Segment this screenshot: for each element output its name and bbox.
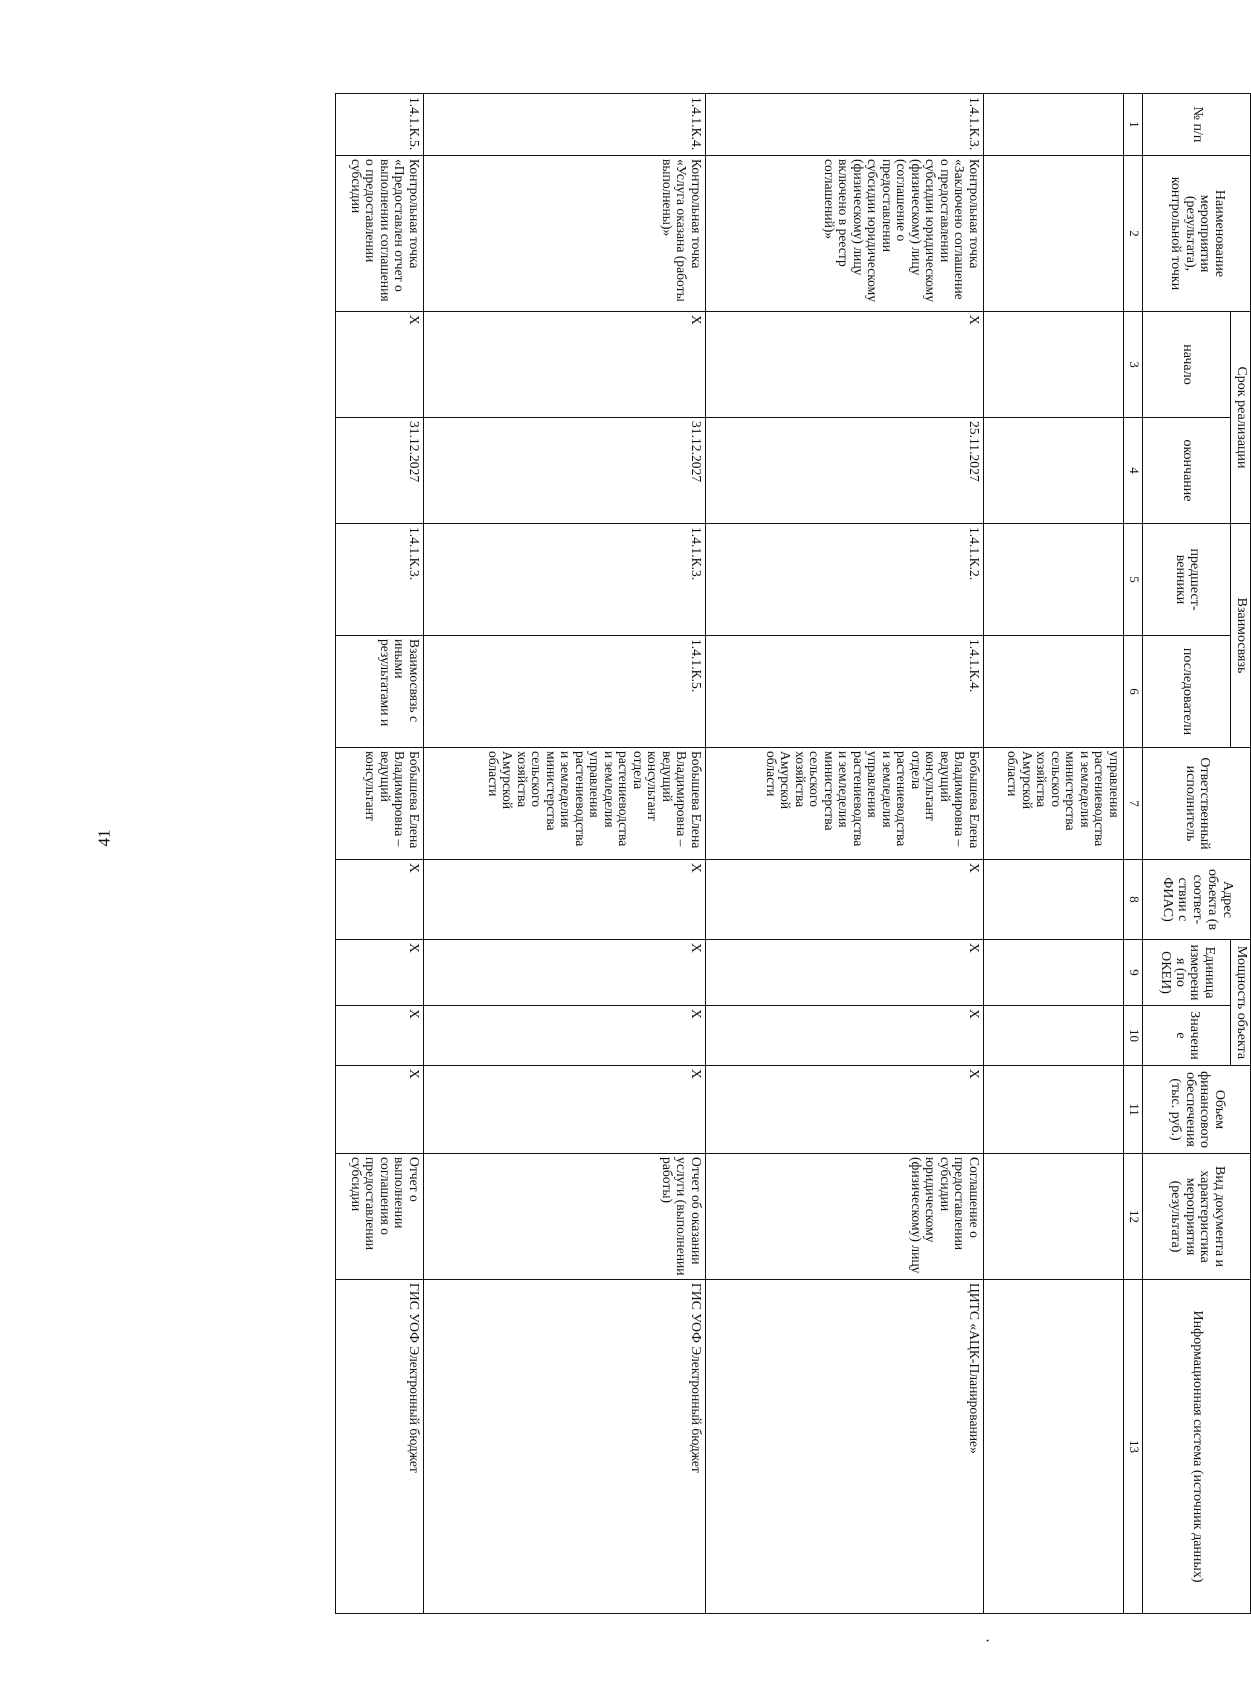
row-address: X (424, 860, 706, 940)
row-successors: Взаимосвязь с иными результатами и (336, 636, 424, 748)
footer-mark: · (985, 1633, 991, 1650)
col-number: 2 (1124, 156, 1143, 312)
page-number: 41 (94, 829, 114, 847)
row-predecessors: 1.4.1.К.3. (424, 524, 706, 636)
row-address: X (706, 860, 984, 940)
col-number: 3 (1124, 312, 1143, 418)
col-number: 12 (1124, 1154, 1143, 1280)
row-system (984, 1280, 1124, 1614)
row-value: X (424, 1006, 706, 1066)
row-start: X (424, 312, 706, 418)
header-col7: Ответственный исполнитель (1143, 748, 1251, 860)
row-value: X (706, 1006, 984, 1066)
row-unit: X (424, 940, 706, 1006)
header-col11: Объем финансового обеспечения (тыс. руб.) (1143, 1066, 1251, 1154)
col-number: 13 (1124, 1280, 1143, 1614)
row-end (984, 418, 1124, 524)
header-row-1 (1231, 94, 1251, 1614)
row-document: Соглашение о предоставлении субсидии юридическому (физическому) лицу (706, 1154, 984, 1280)
row-start (984, 312, 1124, 418)
row-responsible: управления растениеводства и земледелия министерства сельского хозяйства Амурской области (984, 748, 1124, 860)
header-col10: Значение (1143, 1006, 1231, 1066)
row-financing (984, 1066, 1124, 1154)
header-col5: предшест-венники (1143, 524, 1231, 636)
table-row (706, 94, 984, 1614)
header-col13: Информационная система (источник данных) (1143, 1280, 1251, 1614)
header-group-link: Взаимосвязь (1231, 524, 1251, 748)
row-unit (984, 940, 1124, 1006)
row-successors (984, 636, 1124, 748)
header-col9: Единица измерения (по ОКЕИ) (1143, 940, 1231, 1006)
row-address: X (336, 860, 424, 940)
row-address (984, 860, 1124, 940)
row-predecessors (984, 524, 1124, 636)
row-successors: 1.4.1.К.5. (424, 636, 706, 748)
row-financing: X (424, 1066, 706, 1154)
header-col1: № п/п (1143, 94, 1251, 156)
row-num: 1.4.1.К.3. (706, 94, 984, 156)
col-number: 8 (1124, 860, 1143, 940)
row-successors: 1.4.1.К.4. (706, 636, 984, 748)
row-start: X (706, 312, 984, 418)
row-end: 31.12.2027 (336, 418, 424, 524)
row-system: ГИС УОФ Электронный бюджет (336, 1280, 424, 1614)
row-end: 31.12.2027 (424, 418, 706, 524)
header-col6: последователи (1143, 636, 1231, 748)
row-financing: X (706, 1066, 984, 1154)
row-name: Контрольная точка «Заключено соглашение о предоставлении субсидии юридическому (физическому) лицу (соглашение о предоставлении субсидии юридическому (физическому) лицу включено в реестр соглашений)» (706, 156, 984, 312)
row-financing: X (336, 1066, 424, 1154)
row-name: Контрольная точка «Предоставлен отчет о выполнении соглашения о предоставлении субсидии (336, 156, 424, 312)
table-row (984, 94, 1124, 1614)
header-col12: Вид документа и характеристика мероприятия (результата) (1143, 1154, 1251, 1280)
col-number: 5 (1124, 524, 1143, 636)
row-predecessors: 1.4.1.К.3. (336, 524, 424, 636)
header-group-capacity: Мощность объекта (1231, 940, 1251, 1066)
row-name: Контрольная точка «Услуга оказана (работы выполнены)» (424, 156, 706, 312)
row-responsible: Бобышева Елена Владимировна – ведущий консультант (336, 748, 424, 860)
row-unit: X (706, 940, 984, 1006)
row-document: Отчет о выполнении соглашения о предоставлении субсидии (336, 1154, 424, 1280)
plan-table (335, 93, 1251, 1614)
header-col8: Адрес объекта (в соответ-ствии с ФИАС) (1143, 860, 1251, 940)
row-unit: X (336, 940, 424, 1006)
row-responsible: Бобышева Елена Владимировна – ведущий консультант отдела растениеводства и земледелия управления растениеводства и земледелия министерства сельского хозяйства Амурской области (706, 748, 984, 860)
col-number: 6 (1124, 636, 1143, 748)
row-end: 25.11.2027 (706, 418, 984, 524)
col-number: 4 (1124, 418, 1143, 524)
table-row (424, 94, 706, 1614)
row-predecessors: 1.4.1.К.2. (706, 524, 984, 636)
header-col4: окончание (1143, 418, 1231, 524)
header-group-period: Срок реализации (1231, 312, 1251, 524)
row-num: 1.4.1.К.4. (424, 94, 706, 156)
row-num: 1.4.1.К.5. (336, 94, 424, 156)
row-start: X (336, 312, 424, 418)
column-numbers-row (1124, 94, 1143, 1614)
row-num (984, 94, 1124, 156)
row-system: ГИС УОФ Электронный бюджет (424, 1280, 706, 1614)
col-number: 10 (1124, 1006, 1143, 1066)
row-name (984, 156, 1124, 312)
row-document (984, 1154, 1124, 1280)
row-document: Отчет об оказании услуги (выполнении работы) (424, 1154, 706, 1280)
col-number: 1 (1124, 94, 1143, 156)
row-system: ЦИТС «АЦК-Планирование» (706, 1280, 984, 1614)
row-responsible: Бобышева Елена Владимировна – ведущий консультант отдела растениеводства и земледелия управления растениеводства и земледелия министерства сельского хозяйства Амурской области (424, 748, 706, 860)
col-number: 11 (1124, 1066, 1143, 1154)
rotated-table-container (130, 93, 1251, 1613)
header-col2: Наименование мероприятия (результата), контрольной точки (1143, 156, 1251, 312)
col-number: 7 (1124, 748, 1143, 860)
table-row (336, 94, 424, 1614)
row-value (984, 1006, 1124, 1066)
col-number: 9 (1124, 940, 1143, 1006)
header-col3: начало (1143, 312, 1231, 418)
row-value: X (336, 1006, 424, 1066)
